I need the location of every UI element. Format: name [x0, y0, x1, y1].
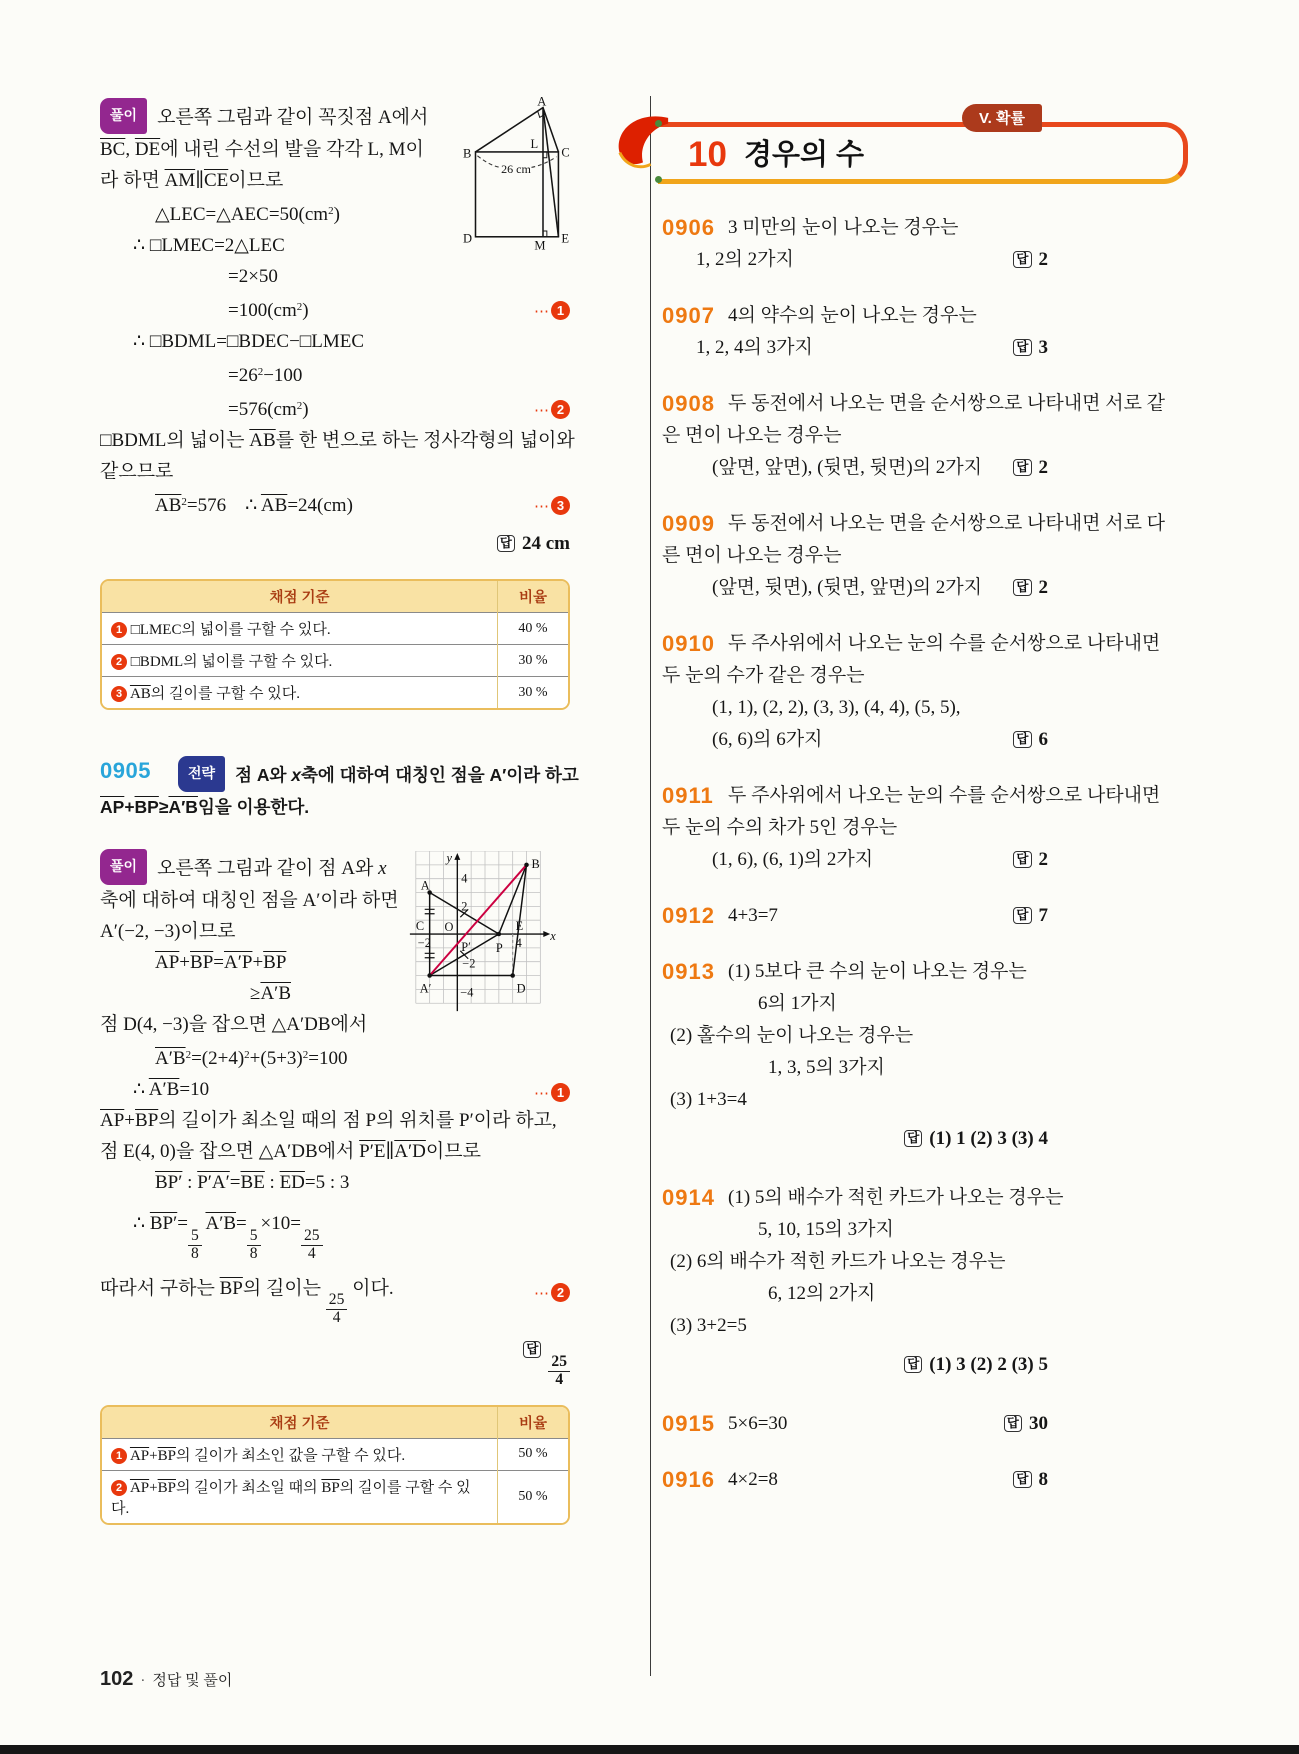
- answer-box-icon: 답: [1004, 1415, 1022, 1432]
- text-line: 은 면이 나오는 경우는: [662, 425, 842, 446]
- figure2-labels: [416, 851, 556, 999]
- problem-number: 0909: [662, 511, 715, 536]
- text-line: ∴ □LMEC=2△LEC: [133, 235, 285, 256]
- answer: 답 8: [1013, 1464, 1048, 1496]
- solution-badge: 풀이: [100, 98, 147, 134]
- problem-number: 0908: [662, 391, 715, 416]
- text-line: 축에 대하여 대칭인 점을 A′이라 하면: [100, 890, 399, 911]
- label-C: C: [415, 919, 425, 934]
- label-y-axis: y: [446, 851, 452, 865]
- criteria-cell: 1 □LMEC의 넓이를 구할 수 있다.: [102, 613, 498, 645]
- text-line: 두 눈의 수의 차가 5인 경우는: [662, 817, 898, 838]
- tick-4: 4: [461, 871, 468, 886]
- text-line: 6의 1가지: [758, 993, 837, 1014]
- grading-table: [100, 1405, 570, 1525]
- answer: 답 2: [1013, 572, 1048, 604]
- dimension-label: 26 cm: [501, 162, 531, 177]
- answer: 답 3: [1013, 332, 1048, 364]
- answer-box-icon: 답: [1013, 579, 1031, 596]
- text-line: 두 눈의 수가 같은 경우는: [662, 665, 865, 686]
- text-line: 두 동전에서 나오는 면을 순서쌍으로 나타내면 서로 같: [728, 393, 1166, 414]
- text-line: (1) 5의 배수가 적힌 카드가 나오는 경우는: [728, 1187, 1064, 1208]
- answer: 답 7: [1013, 900, 1048, 932]
- text-line: $A'B^2=(2+4)^2+(5+3)^2=100$: [155, 1048, 348, 1069]
- chapter-title: 경우의 수: [743, 139, 865, 171]
- label-D: D: [462, 231, 473, 246]
- answer: 답 2: [1013, 844, 1048, 876]
- text-line: 두 동전에서 나오는 면을 순서쌍으로 나타내면 서로 다: [728, 513, 1166, 534]
- text-line: ∴ □BDML=□BDEC−□LMEC: [133, 331, 365, 352]
- answer-box-icon: 답: [904, 1130, 922, 1147]
- step-number-badge: 2: [551, 400, 570, 419]
- answer: 답 2: [1013, 244, 1048, 276]
- answer-box-icon: 답: [1013, 1471, 1031, 1488]
- ratio-cell: 50 %: [498, 1470, 569, 1523]
- problem-number: 0915: [662, 1411, 715, 1436]
- text-line: 6, 12의 2가지: [768, 1283, 876, 1304]
- ratio-header: 비율: [498, 1407, 569, 1439]
- text-line: 점 E(4, 0)을 잡으면 △A′DB에서 P′E∥A′D이므로: [100, 1141, 481, 1162]
- problem-0906: [662, 212, 1048, 276]
- chapter-header: [622, 106, 1188, 188]
- chapter-number: 10: [688, 135, 727, 174]
- answer: 답 30: [1004, 1408, 1048, 1440]
- solution-block-top: [100, 96, 575, 710]
- text-line: 1, 3, 5의 3가지: [768, 1057, 885, 1078]
- page-number: 102: [100, 1668, 134, 1690]
- step-marker: ⋯ 2: [534, 396, 570, 427]
- criteria-cell: 1 $\overline{AP}+\overline{BP}$의 길이가 최소인 값을 구할 수 있다.: [102, 1438, 498, 1470]
- label-A-prime: A′: [419, 981, 432, 996]
- text-line: $=26^2-100$: [228, 365, 303, 386]
- problem-number: 0916: [662, 1467, 715, 1492]
- table-row: [102, 645, 568, 677]
- label-B: B: [531, 856, 540, 871]
- footer-label: 정답 및 풀이: [152, 1673, 233, 1689]
- step-number-badge: 2: [551, 1283, 570, 1302]
- column-divider: [650, 96, 651, 1676]
- text-line: (1, 6), (6, 1)의 2가지 답 2: [712, 844, 1048, 876]
- text-line: $\overline{AP}+\overline{BP}$의 길이가 최소일 때의 점 P의 위치를 P′이라 하고,: [100, 1110, 557, 1131]
- fraction: $\frac{25}{4}$: [326, 1292, 348, 1327]
- text-line: $\overline{AP}+\overline{BP}=A'P+\overline{BP}$: [155, 952, 287, 973]
- step-number-badge: 1: [551, 301, 570, 320]
- text-line: $=576(cm^2)$ ⋯ 2: [228, 391, 570, 425]
- step-number-badge: 1: [111, 622, 127, 638]
- label-D: D: [516, 981, 526, 996]
- label-C: C: [561, 145, 570, 160]
- step-marker: ⋯ 1: [534, 297, 570, 328]
- answer-box-icon: 답: [523, 1341, 541, 1358]
- text-line: ∴ BP′= $\frac{5}{8}$ A′B= $\frac{5}{8}$ ×10= $\frac{25}{4}$: [133, 1198, 570, 1263]
- text-line: 4+3=7 답 7: [728, 900, 1048, 932]
- text-line: $=100(cm^2)$ ⋯ 1: [228, 292, 570, 326]
- criteria-cell: 2 $\overline{AP}+\overline{BP}$의 길이가 최소일 때의 $\overline{BP}$의 길이를 구할 수 있다.: [102, 1470, 498, 1523]
- answer: 답 2: [1013, 452, 1048, 484]
- answer-row: [100, 525, 570, 563]
- tick-neg2-x: −2: [417, 935, 431, 950]
- x-axis-arrow: [543, 931, 550, 937]
- text-line: ∴ A′B=10 ⋯ 1: [133, 1074, 570, 1105]
- fraction: $\frac{25}{4}$: [301, 1228, 323, 1263]
- table-row: [102, 677, 568, 709]
- label-O: O: [444, 920, 454, 935]
- fraction: $\frac{25}{4}$: [548, 1354, 570, 1389]
- text-line: 4×2=8 답 8: [728, 1464, 1048, 1496]
- label-M: M: [534, 238, 546, 251]
- green-dot-icon: [655, 120, 662, 127]
- problem-number: 0914: [662, 1185, 715, 1210]
- ratio-cell: 40 %: [498, 613, 569, 645]
- page-bottom-edge: [0, 1745, 1299, 1754]
- label-P: P: [495, 940, 503, 955]
- label-E: E: [561, 231, 569, 246]
- ratio-cell: 50 %: [498, 1438, 569, 1470]
- problem-number: 0907: [662, 303, 715, 328]
- label-E: E: [515, 919, 524, 934]
- criteria-header: 채점 기준: [102, 581, 498, 613]
- step-number-badge: 2: [111, 1480, 127, 1496]
- fraction: $\frac{5}{8}$: [247, 1228, 261, 1263]
- tick-neg4: −4: [460, 985, 474, 1000]
- answer-box-icon: 답: [497, 535, 515, 552]
- answer-box-icon: 답: [904, 1356, 922, 1373]
- text-line: 1, 2, 4의 3가지 답 3: [696, 332, 1048, 364]
- problem-0914: [662, 1182, 1064, 1384]
- step-number-badge: 3: [551, 496, 570, 515]
- text-line: (3) 3+2=5: [670, 1315, 747, 1336]
- problem-0909: [662, 508, 1166, 604]
- text-line: 풀이 오른쪽 그림과 같이 점 A와 x: [100, 849, 570, 885]
- step-marker: ⋯ 1: [534, 1079, 570, 1110]
- step-number-badge: 2: [111, 654, 127, 670]
- text-line: 5, 10, 15의 3가지: [758, 1219, 894, 1240]
- problem-0911: [662, 780, 1161, 876]
- table-row: [102, 613, 568, 645]
- ratio-cell: 30 %: [498, 677, 569, 709]
- answer-row: 답 (1) 3 (2) 2 (3) 5: [662, 1346, 1048, 1384]
- problem-number: 0911: [662, 783, 714, 808]
- solution-badge: 풀이: [100, 849, 147, 885]
- answer-box-icon: 답: [1013, 251, 1031, 268]
- problem-number: 0910: [662, 631, 715, 656]
- right-column-problems: [662, 212, 1166, 1520]
- label-B: B: [462, 146, 472, 161]
- table-row: [102, 1470, 568, 1523]
- label-L: L: [530, 137, 539, 152]
- step-marker: ⋯ 3: [534, 492, 570, 523]
- strategy-badge: 전략: [178, 756, 225, 792]
- solution-lines: [100, 96, 575, 521]
- text-line: (2) 6의 배수가 적힌 카드가 나오는 경우는: [670, 1251, 1006, 1272]
- text-line: 5×6=30 답 30: [728, 1408, 1048, 1440]
- text-line: $\overline{BC}$, $\overline{DE}$에 내린 수선의 발을 각각 L, M이: [100, 139, 424, 160]
- problem-0910: [662, 628, 1161, 756]
- label-A: A: [420, 878, 430, 893]
- answer-row: [100, 1331, 570, 1389]
- tick-4-x: 4: [515, 935, 522, 950]
- text-line: (1, 1), (2, 2), (3, 3), (4, 4), (5, 5),: [712, 697, 961, 718]
- text-line: 1, 2의 2가지 답 2: [696, 244, 1048, 276]
- text-line: $\triangle LEC=\triangle AEC=50(cm^2)$: [155, 204, 340, 225]
- answer-row: 답 (1) 1 (2) 3 (3) 4: [662, 1120, 1048, 1158]
- chapter-title-row: [688, 132, 864, 175]
- text-line: 점 D(4, −3)을 잡으면 △A′DB에서: [100, 1014, 368, 1035]
- figure-square-diagram: [462, 96, 570, 250]
- grading-table-1: [100, 579, 570, 710]
- text-line: 따라서 구하는 $\overline{BP}$의 길이는 $\frac{25}{4}$ 이다. ⋯ 2: [100, 1263, 570, 1328]
- text-line: $\overline{AP}+\overline{BP}\ge A'B$임을 이용한다.: [100, 797, 310, 817]
- figure1-labels: [463, 96, 570, 250]
- left-column: [100, 96, 579, 1525]
- text-line: A′(−2, −3)이므로: [100, 921, 236, 942]
- problem-0908: [662, 388, 1166, 484]
- green-dot-icon: [655, 176, 662, 183]
- table-row: [102, 1438, 568, 1470]
- tick-2: 2: [461, 899, 468, 914]
- label-A: A: [537, 96, 547, 109]
- problem-number: 0913: [662, 959, 715, 984]
- ratio-cell: 30 %: [498, 645, 569, 677]
- text-line: =2×50: [228, 266, 278, 287]
- problem-0916: [662, 1464, 1048, 1496]
- y-axis-arrow: [454, 853, 460, 860]
- text-line: ≥A′B: [250, 983, 291, 1004]
- text-line: 같으므로: [100, 461, 174, 482]
- text-line: BP′ : $P'A'=\overline{BE}$ : $\overline{ED}=5$ : 3: [155, 1172, 350, 1193]
- text-line: 른 면이 나오는 경우는: [662, 545, 842, 566]
- figure-coordinate-diagram: [400, 851, 570, 1021]
- criteria-cell: 3 $\overline{AB}$의 길이를 구할 수 있다.: [102, 677, 498, 709]
- step-number-badge: 3: [111, 686, 127, 702]
- text-line: (6, 6)의 6가지 답 6: [712, 724, 1048, 756]
- text-line: (앞면, 앞면), (뒷면, 뒷면)의 2가지 답 2: [712, 452, 1048, 484]
- label-P-prime: P′: [461, 939, 471, 954]
- footer-separator: ·: [140, 1673, 146, 1689]
- problem-number: 0912: [662, 903, 715, 928]
- text-line: (1) 5보다 큰 수의 눈이 나오는 경우는: [728, 961, 1027, 982]
- strategy-lines: [100, 756, 579, 823]
- answer-box-icon: 답: [1013, 339, 1031, 356]
- text-line: (앞면, 뒷면), (뒷면, 앞면)의 2가지 답 2: [712, 572, 1048, 604]
- text-line: 풀이 오른쪽 그림과 같이 꼭짓점 A에서: [100, 98, 570, 134]
- problem-0913: [662, 956, 1048, 1158]
- text-line: (3) 1+3=4: [670, 1089, 747, 1110]
- text-line: 라 하면 $\overline{AM}\parallel\overline{CE}$이므로: [100, 170, 284, 191]
- criteria-cell: 2 □BDML의 넓이를 구할 수 있다.: [102, 645, 498, 677]
- section-tag: V. 확률: [962, 104, 1042, 132]
- text-line: 전략 점 A와 x축에 대하여 대칭인 점을 A′이라 하고: [178, 756, 570, 792]
- tick-neg2-y: −2: [462, 956, 476, 971]
- label-x-axis: x: [550, 928, 556, 943]
- solution-lines: [100, 849, 570, 1327]
- text-line: (2) 홀수의 눈이 나오는 경우는: [670, 1025, 914, 1046]
- answer-box-icon: 답: [1013, 907, 1031, 924]
- answer-row: [100, 1331, 570, 1389]
- problem-0915: [662, 1408, 1048, 1440]
- step-number-badge: 1: [551, 1083, 570, 1102]
- problem-number: 0905: [100, 758, 151, 783]
- text-line: 3 미만의 눈이 나오는 경우는: [728, 217, 959, 238]
- answer-box-icon: 답: [1013, 851, 1031, 868]
- text-line: 두 주사위에서 나오는 눈의 수를 순서쌍으로 나타내면: [728, 785, 1161, 806]
- problem-0912: [662, 900, 1048, 932]
- text-line: 두 주사위에서 나오는 눈의 수를 순서쌍으로 나타내면: [728, 633, 1161, 654]
- answer: 답 6: [1013, 724, 1048, 756]
- text-line: □BDML의 넓이는 $\overline{AB}$를 한 변으로 하는 정사각형의 넓이와: [100, 430, 575, 451]
- step-number-badge: 1: [111, 1448, 127, 1464]
- step-marker: ⋯ 2: [534, 1268, 570, 1320]
- problem-0905: [100, 756, 579, 1525]
- answer-box-icon: 답: [1013, 459, 1031, 476]
- grading-table-2: [100, 1405, 570, 1525]
- text-line: $\overline{AB}^2=576$ ∴ $\overline{AB}=24(cm)$ ⋯ 3: [155, 487, 570, 521]
- criteria-header: 채점 기준: [102, 1407, 498, 1439]
- pen-nib-icon: [614, 112, 672, 174]
- ratio-header: 비율: [498, 581, 569, 613]
- problem-0907: [662, 300, 1048, 364]
- answer-box-icon: 답: [1013, 731, 1031, 748]
- grading-table: [100, 579, 570, 710]
- page-footer: [100, 1668, 232, 1691]
- text-line: 4의 약수의 눈이 나오는 경우는: [728, 305, 977, 326]
- fraction: $\frac{5}{8}$: [188, 1228, 202, 1263]
- answer-row: 답 24 cm: [100, 525, 570, 563]
- problem-number: 0906: [662, 215, 715, 240]
